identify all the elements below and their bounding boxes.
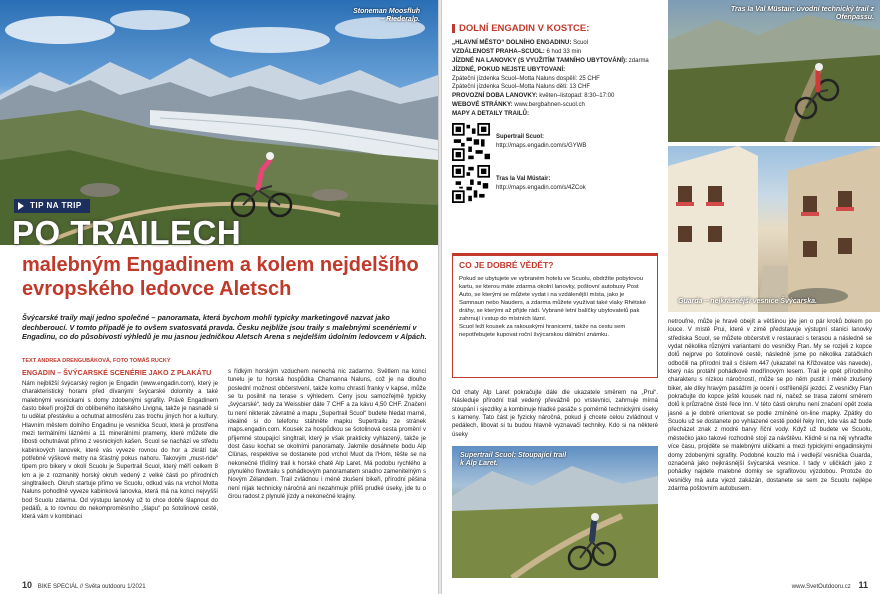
qr-row-val-mustair	[452, 165, 658, 203]
right-page	[442, 0, 880, 594]
info-box-engadin	[452, 22, 658, 203]
info-box-heading: DOLNÍ ENGADIN V KOSTCE:	[459, 23, 590, 34]
qr-code-icon[interactable]	[452, 165, 490, 203]
left-page-number: 10	[22, 580, 33, 590]
qr-mustair-url[interactable]: http://maps.engadin.com/s/4ZCok	[496, 185, 586, 192]
good-to-know-box	[452, 253, 658, 378]
left-page	[0, 0, 438, 594]
left-footer-text: BIKE SPECIÁL // Světa outdooru 1/2021	[37, 584, 146, 590]
photo-val-mustair-caption: Tras la Val Müstair: úvodní technický trail z Ofenpassu.	[730, 6, 874, 22]
hero-photo-caption: Stoneman Moosfluh – Riederalp.	[353, 8, 420, 24]
good-to-know-p2: Scuol leží kousek za rakouskými hranicemi, takže na cestu sem nepotřebujete kupovat roční švýcarskou dálniční známku.	[459, 323, 626, 338]
info-box-heading-row	[452, 22, 658, 36]
info-lift-free: JÍZDNÉ NA LANOVKY (S VYUŽITÍM TAMNÍHO UBYTOVÁNÍ): zdarma	[452, 56, 649, 64]
info-maps-label: MAPY A DETAILY TRAILŮ:	[452, 110, 530, 118]
article-subtitle: malebným Engadinem a kolem nejdelšího evropského ledovce Aletsch	[22, 254, 419, 301]
photo-guarda	[668, 146, 880, 312]
heading-accent-bar	[452, 24, 455, 33]
photo-guarda-caption: Guarda – nejkrásnější vesnice Švýcarska.	[678, 297, 817, 305]
play-arrow-icon	[18, 202, 24, 210]
photo-supertrail-scuol	[452, 446, 658, 578]
info-price-adult: Zpáteční jízdenka Scuol–Motta Naluns dospělí: 25 CHF	[452, 75, 600, 82]
photo-supertrail-caption: Supertrail Scuol: Stoupající trail k Alp Laret.	[460, 452, 567, 468]
info-web: WEBOVÉ STRÁNKY: www.bergbahnen-scuol.ch	[452, 101, 585, 109]
left-column-1-text: Nám nejbližší švýcarský region je Engadin (www.engadin.com), který je charakteristický horami před dívanými švýcarské dolomity a také malebnými vesnickami s domy zdobenými sgrafity. Právě Engadinem často bikeři projíždí do oblíbeného italského Livigna, takže je nasnadě si tu udělat přestávku a ochutnat atmosféru zas trochu jiných hor a kultury. Hlavním městem dolního Engadinu je vesnička Scuol, která je prostřena mezi termálními lázněmi a 11 minerálními prameny, které můžete dle libosti ochutnávat přímo z vesnických kašen. Scuol se nachází ve středu kabinkových lanovek, které vás vyveze rovnou do hor a zkrátí tak potřebné výškové metry na šťastný pokus nahoru. Takovým „must-ride“ tipem pro bikery v okolí Scuolu je Supertrail Scuol, který měří celkem 8 km a je z rozmanitý horský okruh vedený z velké části po přírodních singltrailech. Okruh startuje přímo ve Scuolu, odkud vás na vrchol Motta Naluns pohodlně vyveze kabinková lanovka, která má na konci nejvyšší bod Scuolu zdarma. Od výstupu lanovky už to chce dobře šlapnout do pedálů, a to rovnou do nekomproměsního „šlapu“ po šotolinové cestě, která vám v kombinaci	[22, 380, 218, 521]
info-price-child: Zpáteční jízdenka Scuol–Motta Naluns děti: 13 CHF	[452, 84, 591, 91]
tip-na-trip-tag	[14, 199, 90, 213]
qr-code-icon[interactable]	[452, 123, 490, 161]
right-page-number: 11	[858, 580, 868, 590]
right-mid-text: Od chaty Alp Laret pokračujte dále dle ukazatele směrem na „Prui“. Následuje přírodní trail vedený převážně po vrstevnici, zahrnuje mírná stoupání i sjezdíky a kombinuje hladké pasáže s poměrně technickými úseky s kameny. Tato část je fyzicky náročná, pokud ji chcete celou zvládnout v pedálech, libovat si tu budou hlavně vyznavači techniky. Kdo si na některé úseky	[452, 390, 658, 438]
info-lift-price-label: JÍZDNÉ, POKUD NEJSTE UBYTOVANÍ:	[452, 65, 566, 73]
info-capital: „HLAVNÍ MĚSTO“ DOLNÍHO ENGADINU: Scuol	[452, 38, 589, 46]
village-houses-illustration	[668, 146, 880, 312]
left-column-2-text: s řídkým horským vzduchem nenechá nic zadarmo. Světlem na konci tunelu je tu horská hospůdka Chamanna Naluns, což je na dlouho poslední možnost občerstvení, takže komu chrastí franky v kapse, může se tu posilnit na terase s výhledem. Ceny jsou samozřejmě typicky „švýcarské“, tedy za Weissbier dáte 7 CHF a za kávu 4,50 CHF. Značení tu není nikterak závratné a mapu „Supertrail Scuol“ budete hledat marně, ideálně si do telefonu stáhněte mapku Supertrailu ze stránek maps.engadin.com. Kousek za hospůdkou se šotolinová cesta promění v příjemné stoupající singltrail, který je však prakticky vyhlazený, takže je dost času kochat se okolními panoramaty. Jakmile dosáhnete bodu Alp Clünas, respektive se dostanete pod vrchol Muot da l'Hom, těšte se na nekonečné třídílný trail k horské chatě Alp Laret. Má podobu rychlého a plynulého flowtrailu s pohádkovým panoramatem snadno zamenitelným s Novým Zélandem. Trail zvládnou i méně zkušení bikeři, přírodní pěšina není nijak technicky náročná ani nezahrnuje příliš prudké úseky, jde tu o čirou radost z plynulé jízdy a nekonečné krajiny.	[228, 369, 426, 501]
left-column-1	[22, 368, 218, 523]
qr-mustair-text: Tras la Val Müstair: http://maps.engadin.com/s/4ZCok	[496, 176, 586, 192]
info-distance: VZDÁLENOST PRAHA–SCUOL: 6 hod 33 min	[452, 47, 582, 55]
right-footer-web[interactable]: www.SvetOutdooru.cz	[791, 584, 851, 590]
good-to-know-heading: CO JE DOBRÉ VĚDĚT?	[459, 260, 554, 270]
photo-val-mustair	[668, 0, 880, 142]
section-heading-engadin: ENGADIN – ŠVÝCARSKÉ SCENÉRIE JAKO Z PLAKÁTU	[22, 368, 212, 377]
qr-supertrail-text: Supertrail Scuol: http://maps.engadin.com/s/GYWB	[496, 134, 587, 150]
qr-row-supertrail	[452, 123, 658, 161]
article-byline: TEXT ANDREA DRENGUBÁKOVÁ, FOTO TOMÁŠ RUCKÝ	[22, 358, 171, 364]
left-column-2	[228, 368, 426, 503]
good-to-know-p1: Pokud se ubytujete ve vybraném hotelu ve Scuolu, obdržíte pobytovou kartu, se kterou máte zdarma okolní lanovky, poštovní autobusy Post Auto, se kterými se můžete vydat i na vzdálenější místa, jako je Samnaun nebo Nauders, a zdarma můžete využívat také vlaky Rhétské dráhy, se kterými až přijde rádi. Vybrané letní balíčky ubytovatelů pak zahrnují i vstup do místních lázní.	[459, 275, 646, 322]
left-footer	[22, 580, 146, 590]
article-lead: Švýcarské traily mají jedno společné – panoramata, která bychom mohli typicky marketingově nazvat jako dechberoucí. V tomto případě je to ovšem svatosvatá pravda. Česku nejblíže jsou traily s malebnými scenériemi v Engadinu, co do působivosti výhledů je mu jasnou jedničkou Aletsch Arena s nejdelším údolním ledovcem v Alpách.	[22, 313, 427, 342]
right-footer	[792, 580, 872, 590]
right-column-text: netroufne, může je hravě obejít a většinou jde jen o pár kroků bokem po louce. V místě Prui, které v zimě představuje výstupní stanici lanovky střediska Scuol, se můžete občerstvit v restauraci s terasou a následně se vydat několika různými variantami do vesničky Ftan. My se rozjeli z kopce dolů nejprve po šotolinové cestě, následně jsme po několika zatáčkách odbočili na přírodní trail s číslem 447 (ukazatel na Křižovatce vás navede), který nás protáhl pohádkově modřínovým lesem. Trail je opět přírodního charakteru s nízkou náročností, může se po něm pustit i méně zkušený biker, ale díky hravým pasážím je oceni i ostřílenější jezdci. Z vesničky Ftan pokračujte do kopce ještě kousek nad ní, načež se trasa zalomí směrem dolů k průzračné čisté řece Inn. V této části okruhu není značení opět zcela jasné a je dobré orientovat se podle zmíněné on-line mapky. Zpátky do Scuolu už se dostanete po vyhlazené cestě podél řeky Inn, kde vás až bude přecházet znak z modré barvy řiční vody. Když už budete ve Scuolu, městečko jako takové rozhodně stojí za návštěvu. Klidně si na něj vyhraďte více času, projděte se malebnými uličkami a mezi typickými engadinskými domy zdobenými sgrafity. Podobné kouzlo má i vedlejší vesnička Guarda, označená jako nejkrásnější švýcarská vesnice. I tady v uličkách jako z pohádky najdete malebné domky se sgrafitovou výzdobou. Protože do vesničky má auta vjezd zakázán, dostanete se sem ze Scuolu nejlépe zdarma poštovním autobusem.	[668, 319, 872, 492]
tip-tag-label: TIP NA TRIP	[30, 201, 82, 210]
qr-supertrail-url[interactable]: http://maps.engadin.com/s/GYWB	[496, 143, 587, 150]
info-hours: PROVOZNÍ DOBA LANOVKY: květen–listopad: 8:30–17:00	[452, 92, 615, 100]
article-title: PO TRAILECH	[12, 214, 242, 251]
